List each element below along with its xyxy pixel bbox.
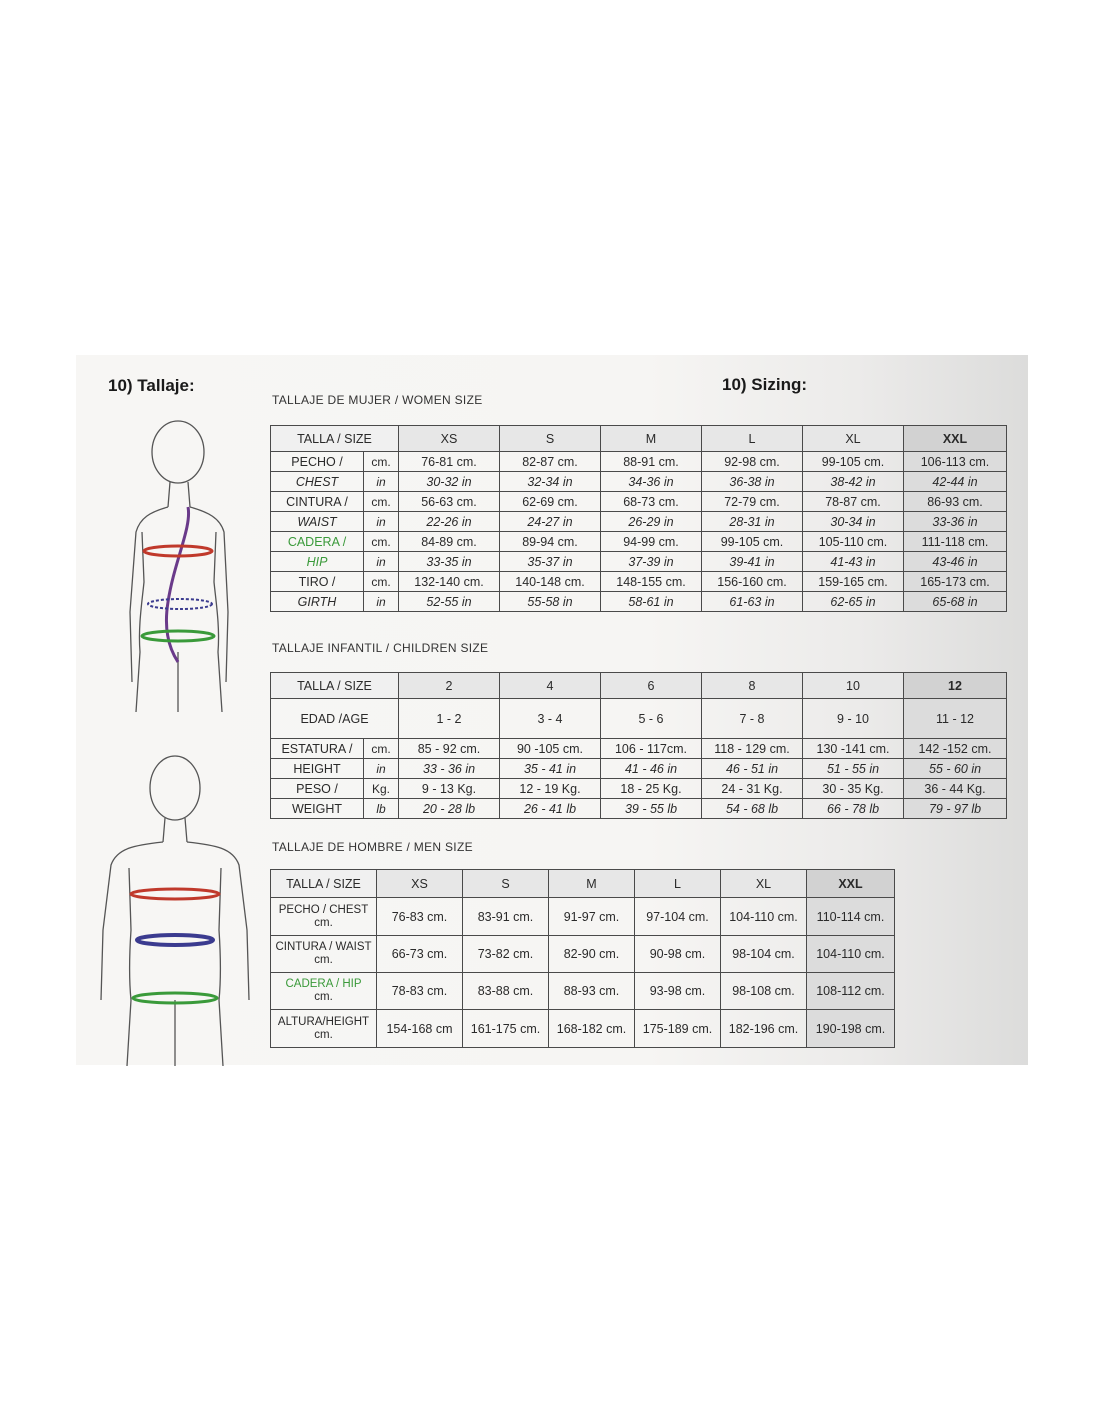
row-label-text: ALTURA/HEIGHT — [277, 1015, 370, 1028]
table-cell: 62-69 cm. — [500, 492, 601, 512]
table-cell: 20 - 28 lb — [399, 799, 500, 819]
row-label — [271, 1010, 377, 1048]
heading-tallaje: 10) Tallaje: — [108, 376, 195, 395]
table-cell: 5 - 6 — [601, 699, 702, 739]
table-cell: 38-42 in — [803, 472, 904, 492]
table-cell: 76-83 cm. — [377, 898, 463, 936]
children-header-row — [271, 673, 1007, 699]
size-col-s: S — [500, 426, 601, 452]
table-cell: 130 -141 cm. — [803, 739, 904, 759]
row-label: CADERA / — [271, 532, 364, 552]
female-figure-illustration — [128, 412, 238, 712]
women-header-row — [271, 426, 1007, 452]
table-cell: 104-110 cm. — [721, 898, 807, 936]
table-cell: 36 - 44 Kg. — [904, 779, 1007, 799]
size-col-10: 10 — [803, 673, 904, 699]
table-cell: 39-41 in — [702, 552, 803, 572]
row-unit: cm. — [364, 572, 399, 592]
children-size-title: TALLAJE INFANTIL / CHILDREN SIZE — [272, 641, 489, 655]
table-cell: 168-182 cm. — [549, 1010, 635, 1048]
table-cell: 78-87 cm. — [803, 492, 904, 512]
table-cell: 190-198 cm. — [807, 1010, 895, 1048]
table-row — [271, 898, 895, 936]
table-cell: 99-105 cm. — [702, 532, 803, 552]
table-cell: 98-104 cm. — [721, 936, 807, 973]
table-row — [271, 973, 895, 1010]
table-cell: 90 -105 cm. — [500, 739, 601, 759]
table-cell: 34-36 in — [601, 472, 702, 492]
table-cell: 39 - 55 lb — [601, 799, 702, 819]
table-cell: 26-29 in — [601, 512, 702, 532]
size-col-6: 6 — [601, 673, 702, 699]
table-cell: 9 - 10 — [803, 699, 904, 739]
table-cell: 98-108 cm. — [721, 973, 807, 1010]
table-cell: 99-105 cm. — [803, 452, 904, 472]
row-label: CHEST — [271, 472, 364, 492]
row-unit: cm. — [314, 916, 333, 929]
table-cell: 165-173 cm. — [904, 572, 1007, 592]
size-col-2: 2 — [399, 673, 500, 699]
table-cell: 24-27 in — [500, 512, 601, 532]
table-row — [271, 699, 1007, 739]
table-cell: 68-73 cm. — [601, 492, 702, 512]
size-col-4: 4 — [500, 673, 601, 699]
size-col-xxl: XXL — [807, 870, 895, 898]
row-unit: in — [364, 512, 399, 532]
table-row — [271, 936, 895, 973]
table-cell: 85 - 92 cm. — [399, 739, 500, 759]
row-label: WAIST — [271, 512, 364, 532]
table-row — [271, 532, 1007, 552]
size-col-m: M — [601, 426, 702, 452]
table-cell: 73-82 cm. — [463, 936, 549, 973]
table-cell: 84-89 cm. — [399, 532, 500, 552]
table-cell: 90-98 cm. — [635, 936, 721, 973]
row-unit: Kg. — [364, 779, 399, 799]
table-row — [271, 572, 1007, 592]
table-cell: 88-93 cm. — [549, 973, 635, 1010]
size-header-label: TALLA / SIZE — [271, 870, 377, 898]
table-cell: 54 - 68 lb — [702, 799, 803, 819]
table-cell: 111-118 cm. — [904, 532, 1007, 552]
table-row — [271, 512, 1007, 532]
table-cell: 82-87 cm. — [500, 452, 601, 472]
table-cell: 41 - 46 in — [601, 759, 702, 779]
row-label: CINTURA / — [271, 492, 364, 512]
table-cell: 12 - 19 Kg. — [500, 779, 601, 799]
table-cell: 92-98 cm. — [702, 452, 803, 472]
men-header-row — [271, 870, 895, 898]
table-cell: 62-65 in — [803, 592, 904, 612]
table-cell: 26 - 41 lb — [500, 799, 601, 819]
table-cell: 86-93 cm. — [904, 492, 1007, 512]
table-cell: 43-46 in — [904, 552, 1007, 572]
row-label-text: CINTURA / WAIST — [275, 941, 372, 953]
row-label — [271, 973, 377, 1010]
row-unit: lb — [364, 799, 399, 819]
table-cell: 83-91 cm. — [463, 898, 549, 936]
table-cell: 82-90 cm. — [549, 936, 635, 973]
size-col-xl: XL — [803, 426, 904, 452]
table-cell: 97-104 cm. — [635, 898, 721, 936]
male-figure-illustration — [95, 750, 255, 1066]
row-label: GIRTH — [271, 592, 364, 612]
table-cell: 106-113 cm. — [904, 452, 1007, 472]
size-header-label: TALLA / SIZE — [271, 673, 399, 699]
size-col-l: L — [635, 870, 721, 898]
table-cell: 79 - 97 lb — [904, 799, 1007, 819]
table-cell: 52-55 in — [399, 592, 500, 612]
table-row — [271, 1010, 895, 1048]
table-cell: 104-110 cm. — [807, 936, 895, 973]
table-cell: 7 - 8 — [702, 699, 803, 739]
row-unit: cm. — [314, 1028, 333, 1041]
row-label — [271, 898, 377, 936]
size-col-s: S — [463, 870, 549, 898]
table-cell: 18 - 25 Kg. — [601, 779, 702, 799]
table-cell: 35 - 41 in — [500, 759, 601, 779]
children-size-table — [270, 672, 1007, 819]
table-cell: 91-97 cm. — [549, 898, 635, 936]
table-cell: 30 - 35 Kg. — [803, 779, 904, 799]
table-cell: 154-168 cm — [377, 1010, 463, 1048]
table-row — [271, 759, 1007, 779]
table-cell: 108-112 cm. — [807, 973, 895, 1010]
table-cell: 66 - 78 lb — [803, 799, 904, 819]
row-unit: cm. — [364, 739, 399, 759]
table-cell: 132-140 cm. — [399, 572, 500, 592]
size-col-12: 12 — [904, 673, 1007, 699]
size-col-xl: XL — [721, 870, 807, 898]
table-cell: 22-26 in — [399, 512, 500, 532]
table-cell: 66-73 cm. — [377, 936, 463, 973]
table-cell: 37-39 in — [601, 552, 702, 572]
table-cell: 156-160 cm. — [702, 572, 803, 592]
row-unit: cm. — [364, 532, 399, 552]
table-cell: 56-63 cm. — [399, 492, 500, 512]
table-cell: 93-98 cm. — [635, 973, 721, 1010]
table-cell: 110-114 cm. — [807, 898, 895, 936]
table-cell: 41-43 in — [803, 552, 904, 572]
table-cell: 148-155 cm. — [601, 572, 702, 592]
table-cell: 30-34 in — [803, 512, 904, 532]
table-cell: 32-34 in — [500, 472, 601, 492]
row-label: PECHO / — [271, 452, 364, 472]
age-label: EDAD /AGE — [271, 699, 399, 739]
table-cell: 33-36 in — [904, 512, 1007, 532]
size-header-label: TALLA / SIZE — [271, 426, 399, 452]
size-col-xs: XS — [377, 870, 463, 898]
table-cell: 46 - 51 in — [702, 759, 803, 779]
table-cell: 1 - 2 — [399, 699, 500, 739]
row-label-text: CADERA / HIP — [285, 978, 362, 990]
table-cell: 88-91 cm. — [601, 452, 702, 472]
table-row — [271, 799, 1007, 819]
men-size-title: TALLAJE DE HOMBRE / MEN SIZE — [272, 840, 473, 854]
row-unit: cm. — [364, 492, 399, 512]
row-label-text: PECHO / CHEST — [278, 903, 369, 916]
table-row — [271, 472, 1007, 492]
table-cell: 11 - 12 — [904, 699, 1007, 739]
row-unit: in — [364, 759, 399, 779]
row-unit: cm. — [314, 954, 333, 966]
table-row — [271, 779, 1007, 799]
table-cell: 105-110 cm. — [803, 532, 904, 552]
table-cell: 58-61 in — [601, 592, 702, 612]
table-cell: 140-148 cm. — [500, 572, 601, 592]
table-cell: 72-79 cm. — [702, 492, 803, 512]
table-row — [271, 592, 1007, 612]
row-label: WEIGHT — [271, 799, 364, 819]
size-col-l: L — [702, 426, 803, 452]
size-col-m: M — [549, 870, 635, 898]
table-cell: 61-63 in — [702, 592, 803, 612]
table-cell: 55 - 60 in — [904, 759, 1007, 779]
table-cell: 142 -152 cm. — [904, 739, 1007, 759]
women-size-table — [270, 425, 1007, 612]
table-cell: 36-38 in — [702, 472, 803, 492]
size-col-xxl: XXL — [904, 426, 1007, 452]
row-label: HEIGHT — [271, 759, 364, 779]
row-unit: in — [364, 552, 399, 572]
table-row — [271, 452, 1007, 472]
size-col-xs: XS — [399, 426, 500, 452]
table-cell: 106 - 117cm. — [601, 739, 702, 759]
table-row — [271, 739, 1007, 759]
table-cell: 78-83 cm. — [377, 973, 463, 1010]
table-cell: 24 - 31 Kg. — [702, 779, 803, 799]
table-row — [271, 492, 1007, 512]
table-cell: 42-44 in — [904, 472, 1007, 492]
row-label: ESTATURA / — [271, 739, 364, 759]
row-unit: in — [364, 472, 399, 492]
row-label — [271, 936, 377, 973]
table-cell: 33-35 in — [399, 552, 500, 572]
table-cell: 94-99 cm. — [601, 532, 702, 552]
table-cell: 118 - 129 cm. — [702, 739, 803, 759]
table-cell: 30-32 in — [399, 472, 500, 492]
size-col-8: 8 — [702, 673, 803, 699]
men-size-table — [270, 869, 895, 1048]
table-cell: 65-68 in — [904, 592, 1007, 612]
table-cell: 175-189 cm. — [635, 1010, 721, 1048]
table-cell: 89-94 cm. — [500, 532, 601, 552]
table-cell: 33 - 36 in — [399, 759, 500, 779]
table-cell: 182-196 cm. — [721, 1010, 807, 1048]
table-row — [271, 552, 1007, 572]
table-cell: 3 - 4 — [500, 699, 601, 739]
table-cell: 9 - 13 Kg. — [399, 779, 500, 799]
table-cell: 159-165 cm. — [803, 572, 904, 592]
row-unit: in — [364, 592, 399, 612]
table-cell: 28-31 in — [702, 512, 803, 532]
table-cell: 35-37 in — [500, 552, 601, 572]
women-size-title: TALLAJE DE MUJER / WOMEN SIZE — [272, 393, 483, 407]
table-cell: 76-81 cm. — [399, 452, 500, 472]
table-cell: 55-58 in — [500, 592, 601, 612]
table-cell: 51 - 55 in — [803, 759, 904, 779]
table-cell: 83-88 cm. — [463, 973, 549, 1010]
row-label: PESO / — [271, 779, 364, 799]
row-unit: cm. — [314, 991, 333, 1003]
table-cell: 161-175 cm. — [463, 1010, 549, 1048]
row-label: TIRO / — [271, 572, 364, 592]
row-label: HIP — [271, 552, 364, 572]
heading-sizing: 10) Sizing: — [722, 375, 808, 394]
row-unit: cm. — [364, 452, 399, 472]
